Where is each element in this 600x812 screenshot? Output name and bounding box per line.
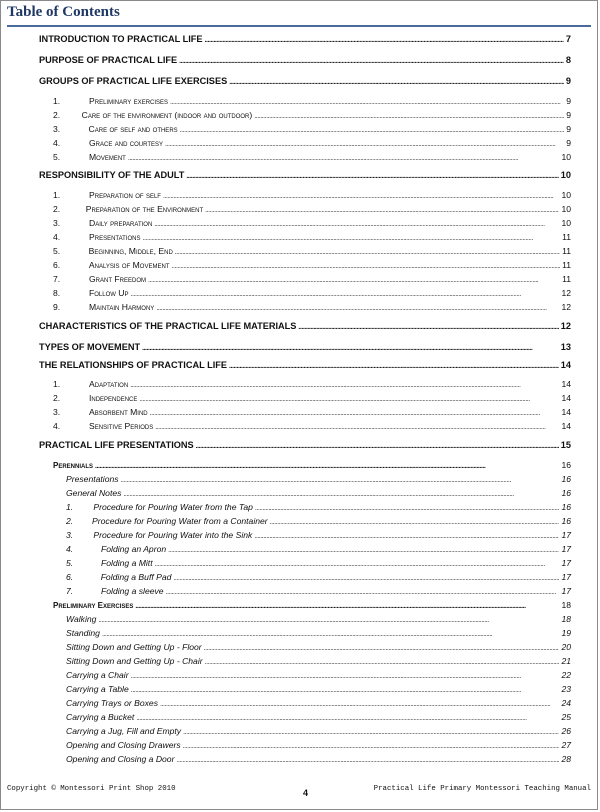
dot-leader [205,656,560,668]
dot-leader [179,55,564,67]
toc-entry-page: 9 [566,138,571,148]
toc-entry-number: 5. [53,152,61,162]
toc-entry[interactable] [53,110,571,122]
toc-entry[interactable] [53,152,571,164]
dot-leader [170,96,564,108]
toc-entry-page: 18 [561,600,571,610]
toc-entry-label: TYPES OF MOVEMENT [39,342,141,352]
toc-entry-number: 7. [66,586,74,596]
toc-entry[interactable] [66,516,571,528]
toc-entry[interactable] [66,488,571,500]
dot-leader [196,440,559,452]
dot-leader [173,572,559,584]
toc-entry-page: 16 [561,474,571,484]
toc-entry-page: 16 [561,502,571,512]
toc-entry-label: Sitting Down and Getting Up - Floor [66,642,202,652]
dot-leader [205,34,564,46]
toc-entry[interactable] [66,572,571,584]
dot-leader [156,302,559,314]
toc-entry[interactable] [66,656,571,668]
dot-leader [270,516,560,528]
toc-entry[interactable] [39,55,571,67]
toc-entry-number: 3. [53,407,61,417]
toc-entry-page: 14 [560,360,571,370]
toc-entry-page: 18 [561,614,571,624]
toc-entry[interactable] [53,460,571,472]
toc-entry[interactable] [53,421,571,433]
toc-entry-number: 2. [53,204,61,214]
dot-leader [205,204,559,216]
toc-entry-label: Sitting Down and Getting Up - Chair [66,656,203,666]
toc-entry-page: 9 [565,76,571,86]
toc-entry-number: 8. [53,288,61,298]
toc-entry[interactable] [66,698,571,710]
toc-entry-label: Perennials [53,461,94,470]
toc-entry-page: 14 [561,393,571,403]
toc-entry-page: 9 [566,110,571,120]
toc-entry-number: 4. [53,138,61,148]
toc-entry[interactable] [53,124,571,136]
toc-entry-page: 14 [561,407,571,417]
dot-leader [298,321,558,333]
dot-leader [163,190,559,202]
toc-entry-label: PRACTICAL LIFE PRESENTATIONS [39,440,194,450]
toc-entry-page: 9 [566,96,571,106]
dot-leader [136,712,559,724]
toc-entry-label: Procedure for Pouring Water from the Tap [93,502,253,512]
toc-entry-page: 13 [560,342,571,352]
dot-leader [229,360,559,372]
dot-leader [168,544,559,556]
dot-leader [165,138,564,150]
toc-entry-number: 1. [66,502,74,512]
toc-entry-label: Grace and courtesy [89,138,164,148]
toc-entry-label: Carrying a Chair [66,670,129,680]
toc-entry[interactable] [53,260,571,272]
dot-leader [131,288,560,300]
dot-leader [183,740,560,752]
dot-leader [204,642,560,654]
footer-copyright: Copyright © Montessori Print Shop 2010 [7,785,176,793]
toc-entry-page: 15 [560,440,571,450]
toc-entry-page: 26 [561,726,571,736]
toc-entry[interactable] [66,474,571,486]
dot-leader [131,670,560,682]
toc-entry-number: 1. [53,190,61,200]
dot-leader [143,232,561,244]
toc-entry-label: Movement [89,152,126,162]
toc-entry[interactable] [66,754,571,766]
toc-entry-number: 6. [53,260,61,270]
toc-entry-page: 25 [561,712,571,722]
toc-entry-page: 17 [561,544,571,554]
toc-entry-page: 11 [562,274,571,284]
toc-entry-label: THE RELATIONSHIPS OF PRACTICAL LIFE [39,360,228,370]
dot-leader [186,170,558,182]
dot-leader [255,502,560,514]
toc-entry[interactable] [53,232,571,244]
toc-entry[interactable] [66,558,571,570]
dot-leader [166,586,560,598]
toc-entry-label: Carrying a Jug, Fill and Empty [66,726,182,736]
toc-entry-number: 3. [53,124,61,134]
page-title: Table of Contents [7,4,120,20]
toc-entry[interactable] [66,530,571,542]
dot-leader [128,152,560,164]
toc-entry-page: 9 [566,124,571,134]
toc-entry[interactable] [39,34,571,46]
toc-entry-label: Folding a Mitt [101,558,153,568]
toc-entry-number: 2. [66,516,74,526]
toc-entry-number: 7. [53,274,61,284]
toc-entry-number: 1. [53,379,61,389]
toc-entry-label: Opening and Closing a Door [66,754,175,764]
toc-entry-label: General Notes [66,488,122,498]
dot-leader [254,110,564,122]
toc-entry[interactable] [66,502,571,514]
dot-leader [131,684,560,696]
toc-entry[interactable] [53,393,571,405]
toc-entry-number: 2. [53,110,61,120]
toc-entry-number: 4. [66,544,74,554]
dot-leader [176,754,559,766]
toc-entry[interactable] [53,274,571,286]
toc-entry-number: 3. [66,530,74,540]
dot-leader [135,600,559,612]
toc-entry-page: 12 [561,302,571,312]
toc-entry-page: 12 [561,288,571,298]
toc-entry[interactable] [66,614,571,626]
toc-entry-label: Analysis of Movement [88,260,170,270]
toc-entry[interactable] [53,600,571,612]
toc-entry-page: 11 [562,232,571,242]
dot-leader [155,558,560,570]
toc-entry-label: Adaptation [89,379,129,389]
dot-leader [160,698,559,710]
toc-entry-label: PURPOSE OF PRACTICAL LIFE [39,55,178,65]
toc-entry-label: Preliminary Exercises [53,601,134,610]
dot-leader [171,260,560,272]
toc-entry-page: 10 [561,204,571,214]
toc-entry-page: 8 [565,55,571,65]
dot-leader [180,124,565,136]
toc-entry-number: 3. [53,218,61,228]
toc-entry-page: 10 [561,152,571,162]
toc-entry-page: 16 [561,460,571,470]
toc-entry-label: GROUPS OF PRACTICAL LIFE EXERCISES [39,76,228,86]
toc-entry-label: RESPONSIBILITY OF THE ADULT [39,170,185,180]
toc-entry-label: INTRODUCTION TO PRACTICAL LIFE [39,34,203,44]
toc-entry[interactable] [66,712,571,724]
toc-entry-page: 16 [561,516,571,526]
footer-manual-title: Practical Life Primary Montessori Teaching Manual [373,785,591,793]
toc-entry-label: Daily preparation [89,218,153,228]
toc-entry[interactable] [53,190,571,202]
toc-entry[interactable] [66,544,571,556]
toc-entry-label: Carrying a Bucket [66,712,135,722]
dot-leader [175,246,560,258]
toc-entry-page: 17 [561,530,571,540]
toc-entry-page: 19 [561,628,571,638]
toc-entry[interactable] [39,321,571,333]
toc-entry-label: Grant Freedom [89,274,146,284]
toc-entry-page: 17 [561,586,571,596]
title-divider [7,25,591,27]
toc-entry[interactable] [53,246,571,258]
toc-entry-label: Maintain Harmony [89,302,155,312]
toc-entry-page: 24 [561,698,571,708]
dot-leader [123,488,559,500]
toc-entry-page: 10 [561,218,571,228]
dot-leader [102,628,560,640]
toc-entry-page: 23 [561,684,571,694]
toc-entry-label: Beginning, Middle, End [88,246,173,256]
toc-entry-number: 5. [66,558,74,568]
toc-entry[interactable] [53,204,571,216]
dot-leader [183,726,559,738]
toc-entry[interactable] [66,642,571,654]
toc-entry-page: 17 [561,572,571,582]
toc-entry-label: CHARACTERISTICS OF THE PRACTICAL LIFE MATERIALS [39,321,297,331]
toc-entry-page: 7 [565,34,571,44]
dot-leader [155,421,559,433]
toc-entry-number: 4. [53,421,61,431]
toc-entry-page: 27 [561,740,571,750]
toc-entry[interactable] [53,379,571,391]
dot-leader [121,474,560,486]
toc-entry-label: Follow Up [89,288,129,298]
toc-entry[interactable] [66,740,571,752]
toc-entry-label: Walking [66,614,97,624]
toc-entry-number: 6. [66,572,74,582]
toc-entry-label: Presentations [66,474,119,484]
toc-entry-label: Presentations [89,232,141,242]
toc-entry[interactable] [39,76,571,88]
toc-entry-page: 17 [561,558,571,568]
dot-leader [229,76,564,88]
toc-entry[interactable] [53,218,571,230]
dot-leader [142,342,559,354]
dot-leader [139,393,559,405]
toc-entry-page: 11 [562,246,571,256]
toc-entry[interactable] [53,138,571,150]
toc-entry-label: Care of self and others [88,124,178,134]
toc-entry-page: 14 [561,421,571,431]
toc-entry-label: Care of the environment (indoor and outdoor) [81,110,253,120]
toc-entry-page: 10 [560,170,571,180]
toc-entry[interactable] [39,342,571,354]
toc-entry[interactable] [66,670,571,682]
footer-page-number: 4 [303,788,309,798]
toc-entry-page: 11 [562,260,571,270]
toc-entry[interactable] [66,628,571,640]
toc-entry[interactable] [39,170,571,182]
toc-entry-page: 21 [561,656,571,666]
toc-entry-label: Absorbent Mind [89,407,148,417]
toc-entry-label: Independence [89,393,138,403]
toc-entry-page: 22 [561,670,571,680]
toc-entry-number: 5. [53,246,61,256]
toc-entry-label: Opening and Closing Drawers [66,740,181,750]
toc-entry-label: Sensitive Periods [89,421,154,431]
toc-entry-label: Procedure for Pouring Water from a Container [92,516,268,526]
toc-entry-page: 14 [561,379,571,389]
toc-entry-label: Preparation of the Environment [85,204,204,214]
toc-entry-label: Folding a sleeve [101,586,164,596]
toc-entry-label: Preliminary exercises [89,96,169,106]
toc-entry-label: Carrying a Table [66,684,129,694]
toc-entry-number: 9. [53,302,61,312]
toc-entry[interactable] [53,96,571,108]
toc-entry-page: 10 [561,190,571,200]
dot-leader [95,460,559,472]
toc-entry-number: 1. [53,96,61,106]
toc-entry[interactable] [39,360,571,372]
dot-leader [130,379,559,391]
toc-entry[interactable] [53,302,571,314]
toc-entry[interactable] [53,288,571,300]
toc-entry-number: 4. [53,232,61,242]
toc-entry-label: Procedure for Pouring Water into the Sink [93,530,253,540]
toc-entry-page: 28 [561,754,571,764]
toc-entry-label: Standing [66,628,100,638]
toc-entry[interactable] [39,440,571,452]
dot-leader [154,218,559,230]
toc-entry[interactable] [53,407,571,419]
toc-entry-page: 12 [560,321,571,331]
toc-entry-page: 16 [561,488,571,498]
dot-leader [150,407,560,419]
toc-entry-label: Folding an Apron [101,544,167,554]
toc-entry[interactable] [66,726,571,738]
dot-leader [254,530,559,542]
toc-entry-number: 2. [53,393,61,403]
dot-leader [98,614,559,626]
toc-entry-label: Carrying Trays or Boxes [66,698,159,708]
toc-entry[interactable] [66,684,571,696]
toc-entry-label: Folding a Buff Pad [100,572,172,582]
dot-leader [148,274,560,286]
toc-entry[interactable] [66,586,571,598]
toc-entry-label: Preparation of self [89,190,161,200]
toc-entry-page: 20 [561,642,571,652]
